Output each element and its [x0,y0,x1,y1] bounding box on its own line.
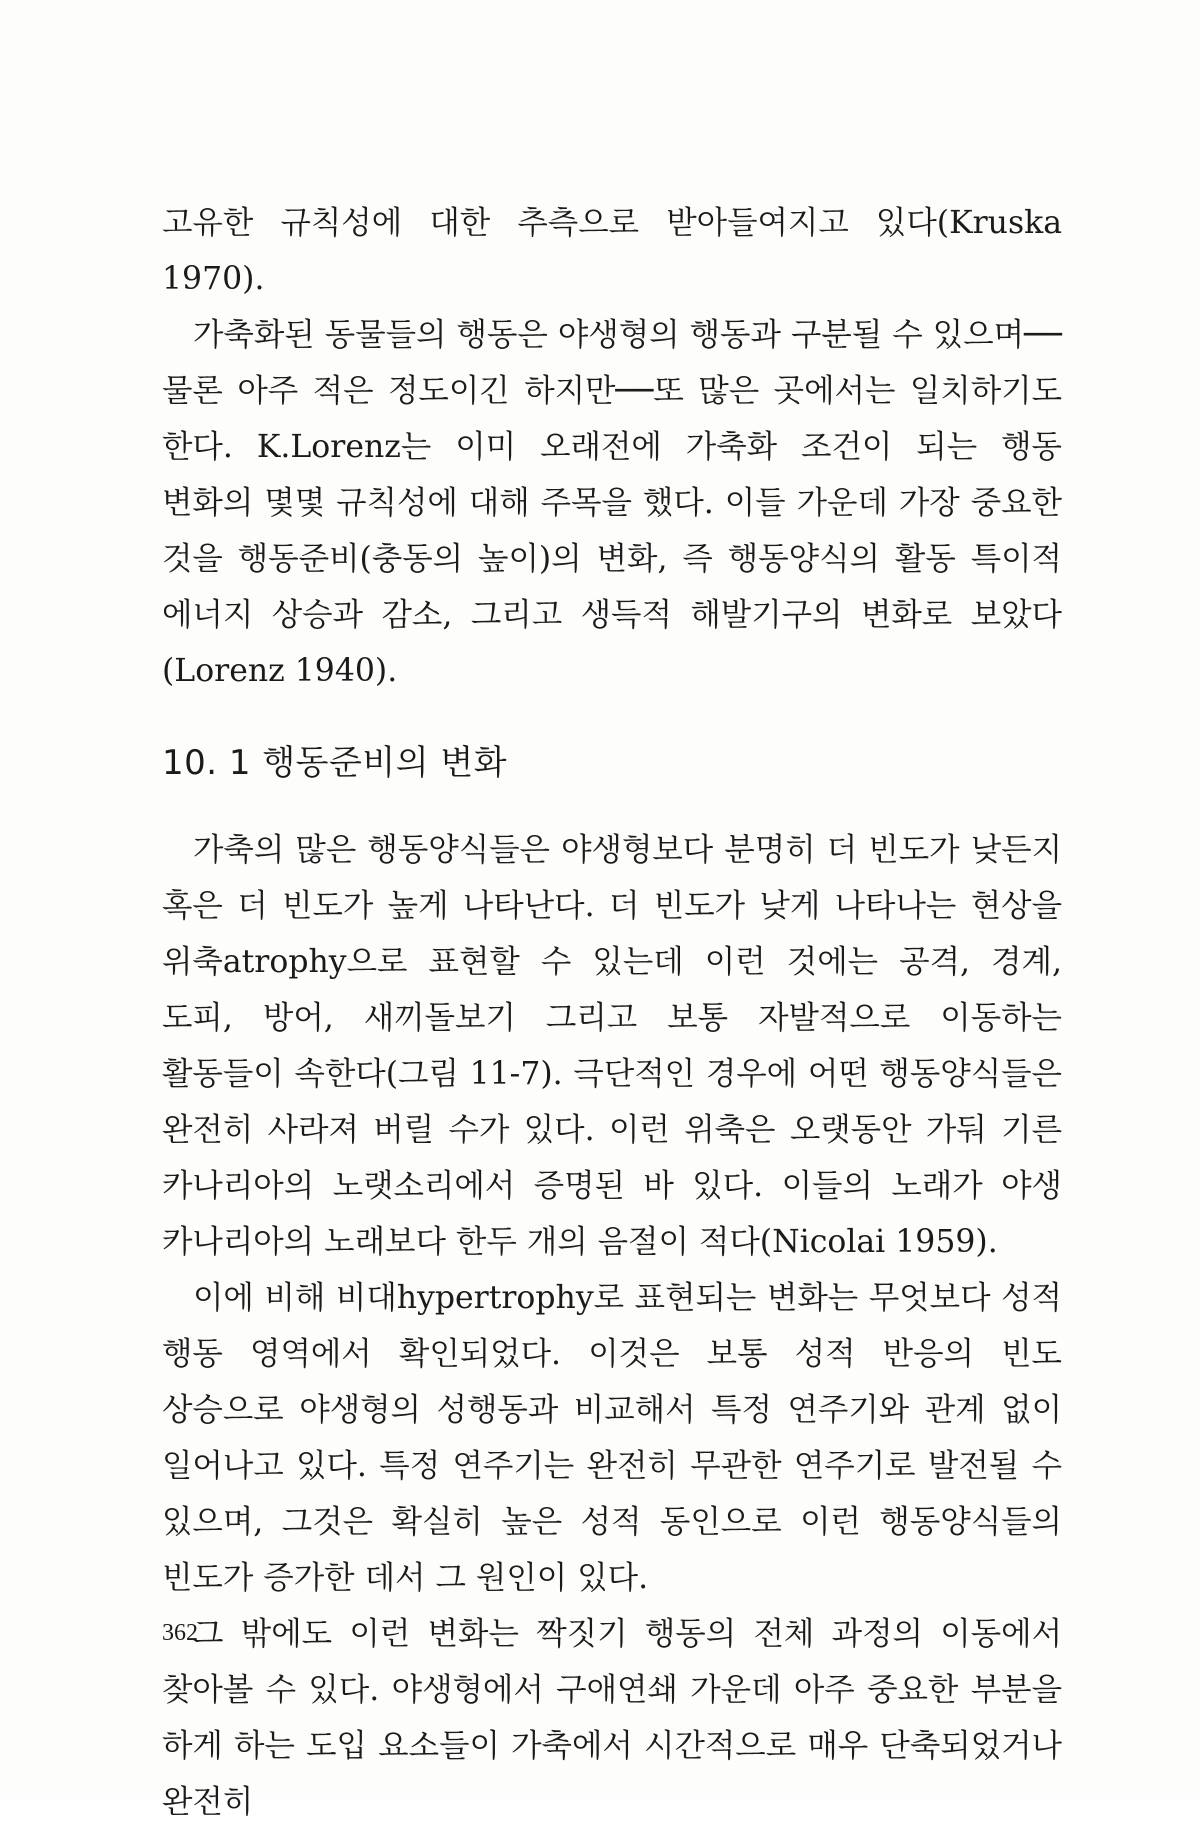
page-number: 362 [162,1620,198,1646]
paragraph-continuation: 고유한 규칙성에 대한 추측으로 받아들여지고 있다(Kruska 1970). [162,205,1062,297]
paragraph-mating-sequence: 그 밖에도 이런 변화는 짝짓기 행동의 전체 과정의 이동에서 찾아볼 수 있다. 야생형에서 구애연쇄 가운데 아주 중요한 부분을 하게 하는 도입 요소들이 가축에서 시간적으로 매우 단축되었거나 완전히 [162,1616,1062,1820]
section-heading: 10. 1 행동준비의 변화 [162,743,508,783]
paragraph-domestication-behavior: 가축화된 동물들의 행동은 야생형의 행동과 구분될 수 있으며──물론 아주 적은 정도이긴 하지만──또 많은 곳에서는 일치하기도 한다. K.Lorenz는 이미 오래전에 가축화 조건이 되는 행동 변화의 몇몇 규칙성에 대해 주목을 했다. 이들 가운데 가장 중요한 것을 행동준비(충동의 높이)의 변화, 즉 행동양식의 활동 특이적 에너지 상승과 감소, 그리고 생득적 해발기구의 변화로 보았다(Lorenz 1940). [162,317,1062,689]
paragraph-atrophy: 가축의 많은 행동양식들은 야생형보다 분명히 더 빈도가 낮든지 혹은 더 빈도가 높게 나타난다. 더 빈도가 낮게 나타나는 현상을 위축atrophy으로 표현할 수 있는데 이런 것에는 공격, 경계, 도피, 방어, 새끼돌보기 그리고 보통 자발적으로 이동하는 활동들이 속한다(그림 11-7). 극단적인 경우에 어떤 행동양식들은 완전히 사라져 버릴 수가 있다. 이런 위축은 오랫동안 가둬 기른 카나리아의 노랫소리에서 증명된 바 있다. 이들의 노래가 야생 카나리아의 노래보다 한두 개의 음절이 적다(Nicolai 1959). [162,832,1062,1260]
paragraph-hypertrophy: 이에 비해 비대hypertrophy로 표현되는 변화는 무엇보다 성적 행동 영역에서 확인되었다. 이것은 보통 성적 반응의 빈도 상승으로 야생형의 성행동과 비교해서 특정 연주기와 관계 없이 일어나고 있다. 특정 연주기는 완전히 무관한 연주기로 발전될 수 있으며, 그것은 확실히 높은 성적 동인으로 이런 행동양식들의 빈도가 증가한 데서 그 원인이 있다. [162,1280,1062,1596]
page-body [162,195,1062,1830]
